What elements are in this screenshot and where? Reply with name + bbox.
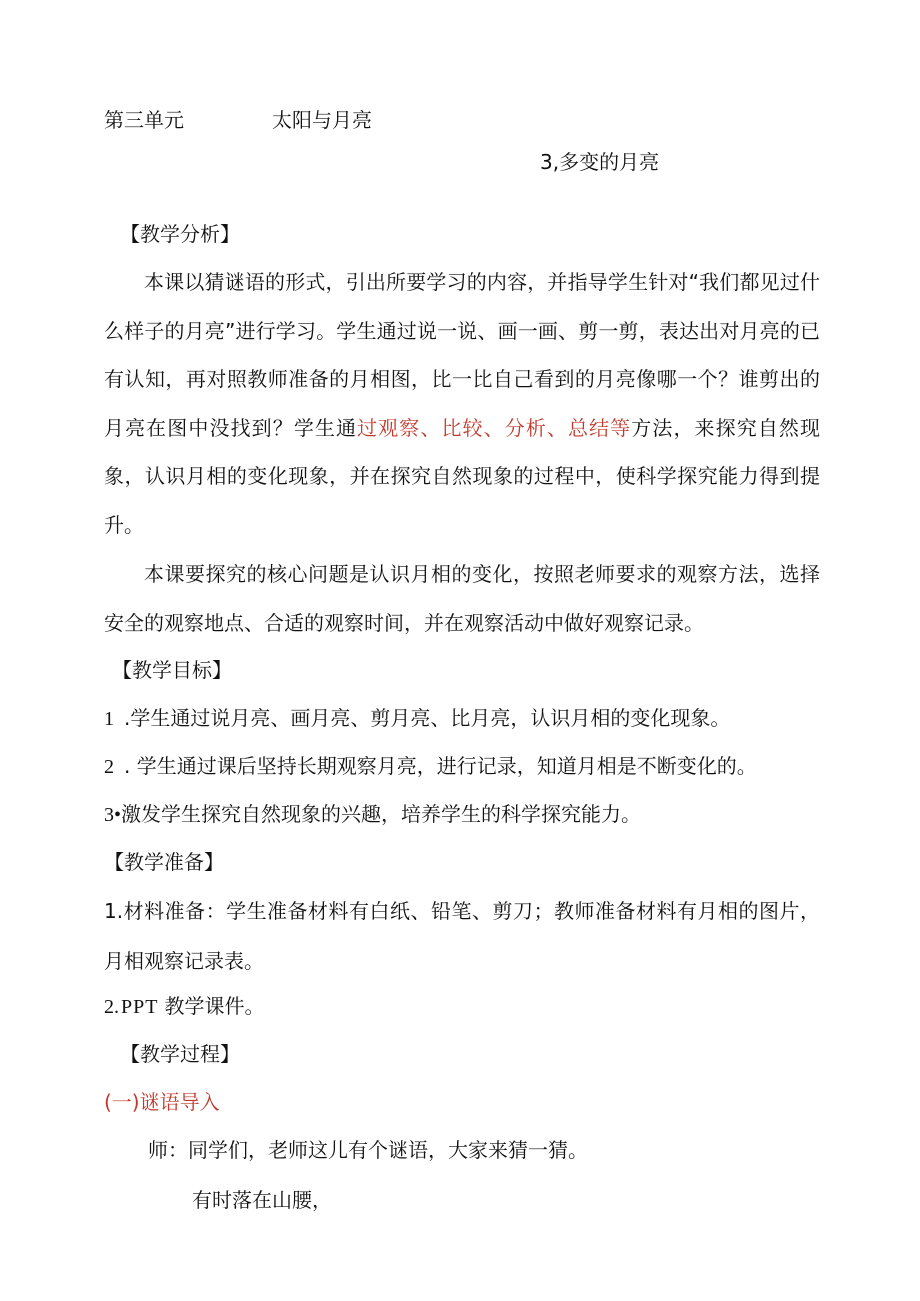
analysis-p1-text-before: 本课以猜谜语的形式，引出所要学习的内容，并指导学生针对“我们都见过什么样子的月亮”进行学习。学生通过说一说、画一画、剪一剪，表达出对月亮的已有认知，再对照教师准备的月相图，比一比自己看到的月亮像哪一个？谁剪出的月亮在图中没找到？学生通: [104, 270, 820, 440]
analysis-p1-highlight: 过观察、比较、分析、总结等: [357, 415, 632, 440]
analysis-paragraph-1: [104, 258, 820, 550]
prep-item-2-ppt: PPT: [121, 996, 159, 1018]
goal-item-1: [104, 704, 730, 733]
goal-item-3-text: 激发学生探究自然现象的兴趣，培养学生的科学探究能力。: [121, 802, 642, 826]
section-heading-process: 【教学过程】: [120, 1042, 240, 1066]
process-section-1-title: (一)谜语导入: [104, 1090, 220, 1114]
prep-item-1: 1.材料准备：学生准备材料有白纸、铅笔、剪刀；教师准备材料有月相的图片，月相观察记录表。: [104, 899, 820, 973]
analysis-p1-text-after: 方法，来探究自然现象，认识月相的变化现象，并在探究自然现象的过程中，使科学探究能力得到提升。: [104, 415, 821, 537]
riddle-line-1: 有时落在山腰，: [192, 1188, 332, 1212]
goal-item-2-text: . 学生通过课后坚持长期观察月亮，进行记录，知道月相是不断变化的。: [124, 754, 757, 778]
goal-item-1-text: .学生通过说月亮、画月亮、剪月亮、比月亮，认识月相的变化现象。: [124, 706, 731, 730]
goal-item-3-number: 3•: [104, 804, 122, 826]
goal-item-1-number: 1: [104, 708, 114, 730]
section-heading-goals: 【教学目标】: [112, 658, 232, 682]
prep-item-2-text: 教学课件。: [164, 994, 265, 1018]
lesson-title: 3,多变的月亮: [540, 150, 660, 174]
section-heading-prep: 【教学准备】: [104, 850, 224, 874]
teacher-line: 师：同学们，老师这儿有个谜语，大家来猜一猜。: [148, 1138, 588, 1162]
section-heading-analysis: 【教学分析】: [120, 222, 240, 246]
goal-item-2-number: 2: [104, 756, 114, 778]
analysis-paragraph-2: 本课要探究的核心问题是认识月相的变化，按照老师要求的观察方法，选择安全的观察地点、合适的观察时间，并在观察活动中做好观察记录。: [104, 562, 820, 635]
unit-label: 第三单元: [104, 108, 184, 132]
goal-item-2: [104, 752, 757, 781]
unit-title: 太阳与月亮: [272, 108, 372, 132]
prep-item-2: [104, 992, 264, 1021]
prep-item-2-number: 2.: [104, 996, 119, 1018]
goal-item-3: [104, 800, 641, 829]
